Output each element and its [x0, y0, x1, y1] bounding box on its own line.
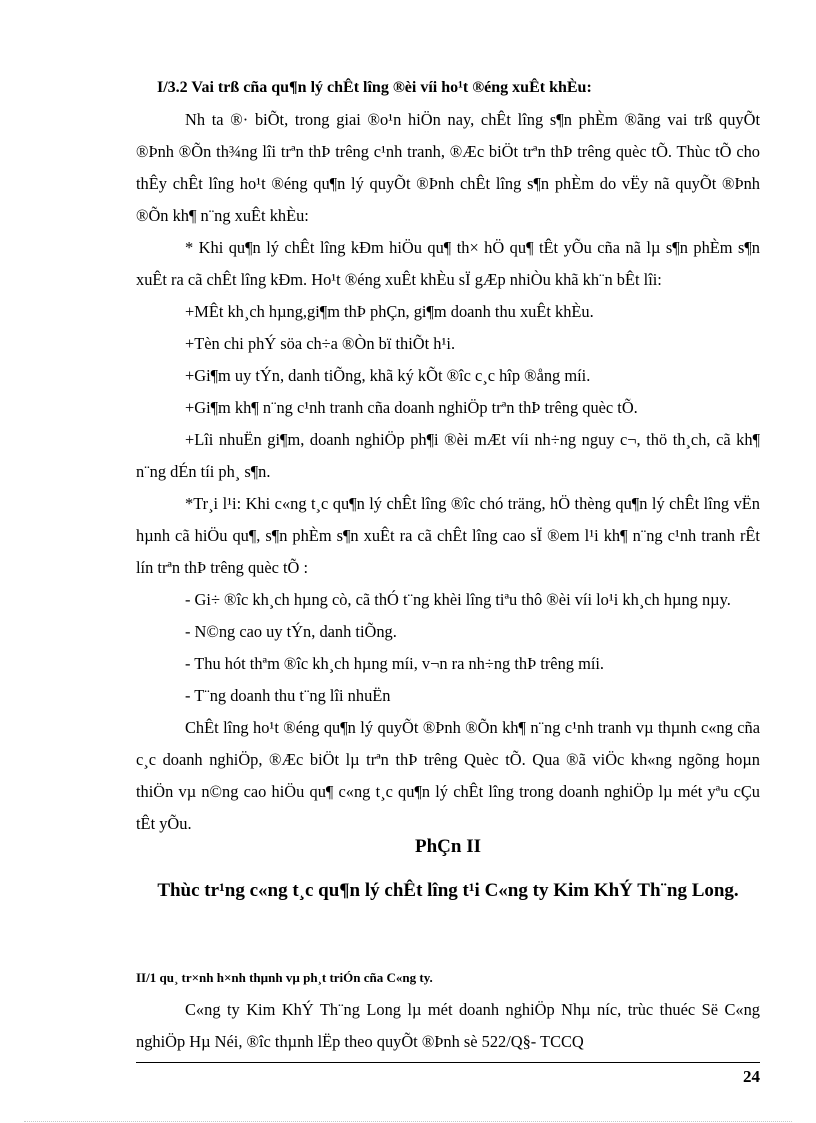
paragraph: * Khi qu¶n lý chÊt lîng kÐm hiÖu qu¶ th× hÖ qu¶ tÊt yÕu cña nã lµ s¶n phÈm s¶n xuÊt ra cã chÊt lîng kÐm. Ho¹t ®éng xuÊt khÈu sÏ gÆp nhiÒu khã kh¨n bÊt lîi: [136, 238, 760, 289]
paragraph: C«ng ty Kim KhÝ Th¨ng Long lµ mét doanh nghiÖp Nhµ níc, trùc thuéc Së C«ng nghiÖp Hµ Néi, ®îc thµnh lËp theo quyÕt ®Þnh sè 522/Q§- TCCQ [136, 1000, 760, 1051]
list-item: +MÊt kh¸ch hµng,gi¶m thÞ phÇn, gi¶m doanh thu xuÊt khÈu. [185, 302, 594, 321]
page-break-line [24, 1121, 792, 1122]
paragraph: *Tr¸i l¹i: Khi c«ng t¸c qu¶n lý chÊt lîng ®îc chó träng, hÖ thèng qu¶n lý chÊt lîng vËn hµnh cã hiÖu qu¶, s¶n phÈm s¶n xuÊt ra cã chÊt lîng cao sÏ ®em l¹i kh¶ n¨ng c¹nh tranh rÊt lín trªn thÞ trêng quèc tÕ : [136, 494, 760, 577]
section-heading: I/3.2 Vai trß cña qu¶n lý chÊt lîng ®èi víi ho¹t ®éng xuÊt khÈu: [157, 79, 592, 96]
list-item: +Gi¶m uy tÝn, danh tiÕng, khã ký kÕt ®îc c¸c hîp ®ång míi. [185, 366, 591, 385]
subheading: II/1 qu¸ tr×nh h×nh thµnh vµ ph¸t triÓn cña C«ng ty. [136, 970, 433, 985]
list-item: - N©ng cao uy tÝn, danh tiÕng. [185, 622, 397, 641]
body-text-block [136, 104, 760, 840]
body-text-block-2 [136, 994, 760, 1058]
list-item: +Gi¶m kh¶ n¨ng c¹nh tranh cña doanh nghiÖp trªn thÞ trêng quèc tÕ. [185, 398, 638, 417]
paragraph: ChÊt lîng ho¹t ®éng qu¶n lý quyÕt ®Þnh ®Õn kh¶ n¨ng c¹nh tranh vµ thµnh c«ng cña c¸c doanh nghiÖp, ®Æc biÖt lµ trªn thÞ trêng Quèc tÕ. Qua ®ã viÖc kh«ng ngõng hoµn thiÖn vµ n©ng cao hiÖu qu¶ c«ng t¸c qu¶n lý chÊt lîng trong doanh nghiÖp lµ mét yªu cÇu tÊt yÕu. [136, 718, 760, 833]
page-number: 24 [743, 1067, 760, 1086]
paragraph: Nh ta ®· biÕt, trong giai ®o¹n hiÖn nay, chÊt lîng s¶n phÈm ®ãng vai trß quyÕt ®Þnh ®Õn th¾ng lîi trªn thÞ trêng c¹nh tranh, ®Æc biÖt trªn thÞ trêng quèc tÕ. Thùc tÕ cho thÊy chÊt lîng ho¹t ®éng qu¶n lý quyÕt ®Þnh chÊt lîng s¶n phÈm do vËy nã quyÕt ®Þnh ®Õn kh¶ n¨ng xuÊt khÈu: [136, 110, 760, 225]
list-item: +Tèn chi phÝ söa ch÷a ®Òn bï thiÕt h¹i. [185, 334, 456, 353]
list-item: - T¨ng doanh thu t¨ng lîi nhuËn [185, 686, 391, 705]
list-item: - Gi÷ ®îc kh¸ch hµng cò, cã thÓ t¨ng khèi lîng tiªu thô ®èi víi lo¹i kh¸ch hµng nµy. [185, 590, 731, 609]
list-item: - Thu hót thªm ®îc kh¸ch hµng míi, v¬n ra nh÷ng thÞ trêng míi. [185, 654, 605, 673]
footer-divider [136, 1062, 760, 1063]
list-item: +Lîi nhuËn gi¶m, doanh nghiÖp ph¶i ®èi mÆt víi nh÷ng nguy c¬, thö th¸ch, cã kh¶ n¨ng dÉn tíi ph¸ s¶n. [136, 430, 760, 481]
chapter-title: Thùc tr¹ng c«ng t¸c qu¶n lý chÊt lîng t¹i C«ng ty Kim KhÝ Th¨ng Long. [157, 880, 739, 901]
part-title: PhÇn II [415, 836, 481, 857]
